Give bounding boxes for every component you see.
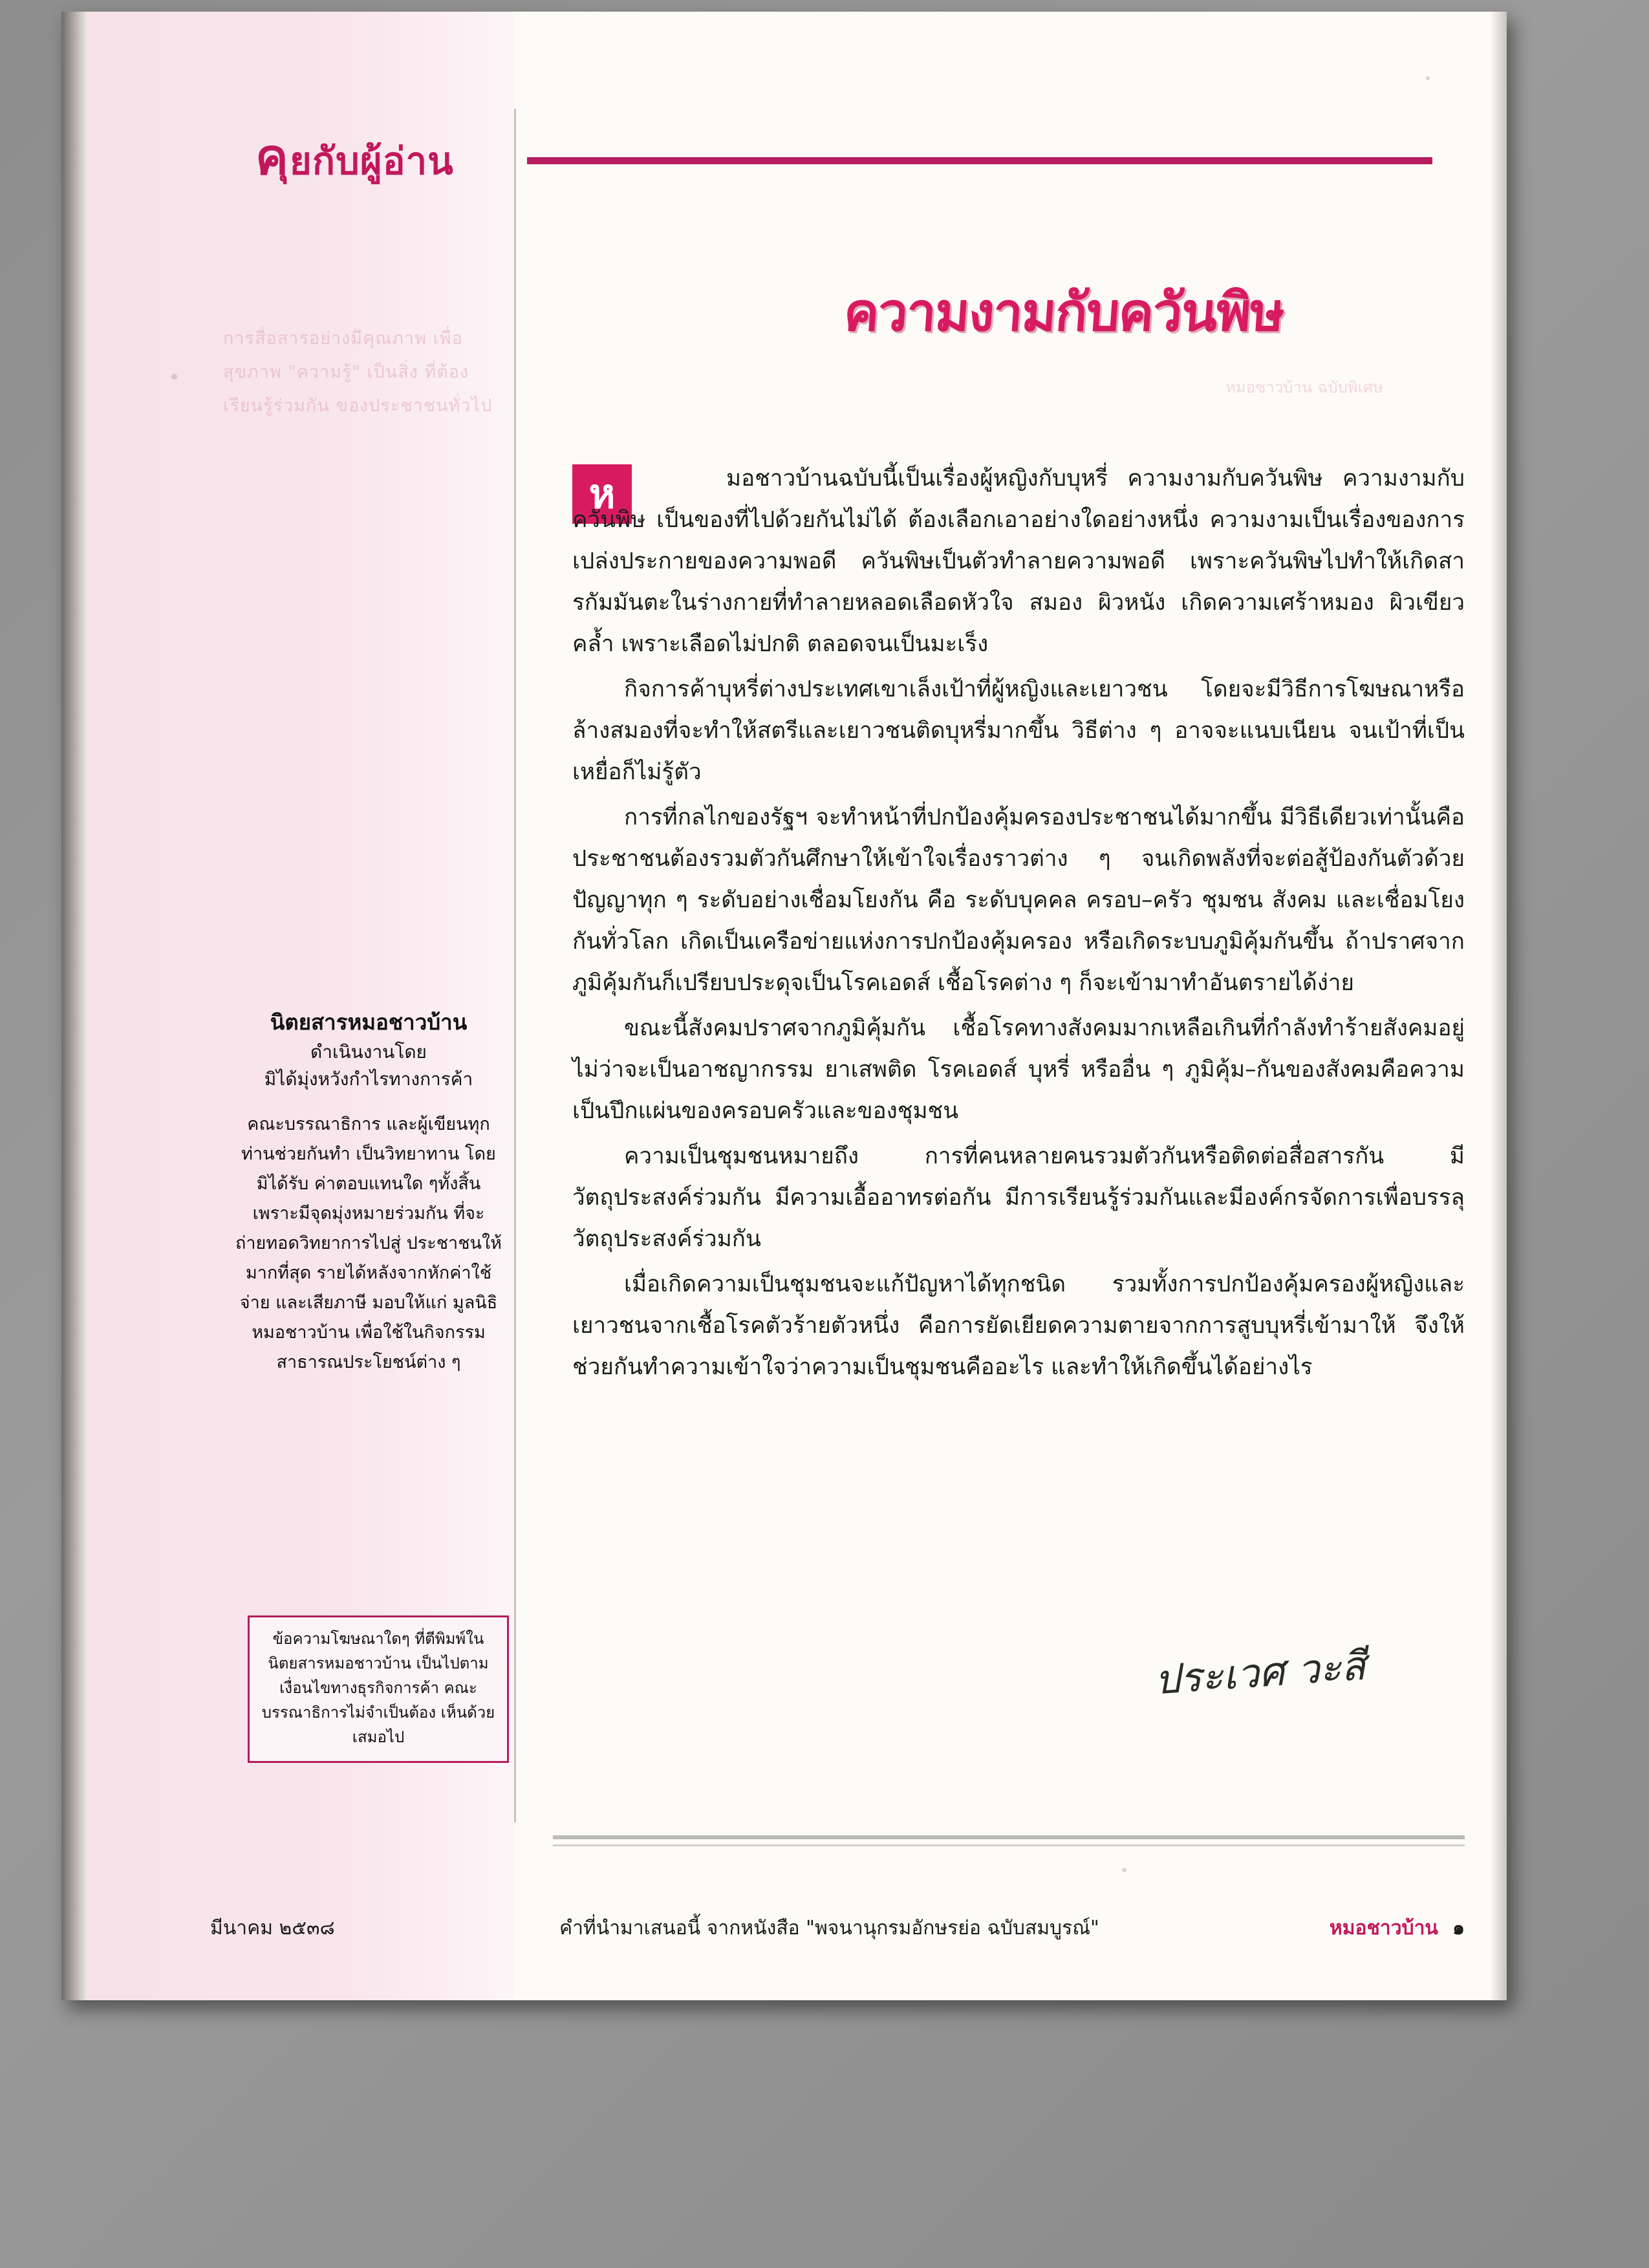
footer-magazine-name (1330, 1913, 1465, 1943)
author-signature: ประเวศ วะสี (1152, 1641, 1368, 1704)
article-title: ความงามกับควันพิษ (841, 282, 1286, 343)
footer-page-number: ๑ (1452, 1917, 1465, 1939)
article-paragraph (572, 1008, 1465, 1132)
article-body (572, 458, 1465, 1392)
colophon-line-2: มิได้มุ่งหวังกำไรทางการค้า (264, 1068, 473, 1090)
section-kicker-initial: ค (255, 128, 289, 186)
footer-magazine-label: หมอชาวบ้าน (1329, 1917, 1438, 1939)
paragraph-text: เมื่อเกิดความเป็นชุมชนจะแก้ปัญหาได้ทุกชนิด รวมทั้งการปกป้องคุ้มครองผู้หญิงและเยาวชนจากเชื้อโรคตัวร้ายตัวหนึ่ง คือการยัดเยียดความตายจากการสูบบุหรี่เข้ามาให้ จึงให้ช่วยกันทำความเข้าใจว่าความเป็นชุมชนคืออะไร และทำให้เกิดขึ้นได้อย่างไร (572, 1271, 1465, 1380)
advertising-notice-box: ข้อความโฆษณาใดๆ ที่ตีพิมพ์ในนิตยสารหมอชาวบ้าน เป็นไปตามเงื่อนไขทางธุรกิจการค้า คณะบรรณาธิการไม่จำเป็นต้อง เห็นด้วยเสมอไป (248, 1615, 509, 1763)
article-paragraph (572, 669, 1465, 793)
paragraph-text: กิจการค้าบุหรี่ต่างประเทศเขาเล็งเป้าที่ผู้หญิงและเยาวชน โดยจะมีวิธีการโฆษณาหรือล้างสมองที่จะทำให้สตรีและเยาวชนติดบุหรี่มากขึ้น วิธีต่าง ๆ อาจจะแนบเนียน จนเป้าที่เป็นเหยื่อก็ไม่รู้ตัว (572, 676, 1465, 785)
drop-cap: ห (572, 464, 632, 524)
footer-note: คำที่นำมาเสนอนี้ จากหนังสือ "พจนานุกรมอักษรย่อ ฉบับสมบูรณ์" (559, 1917, 1099, 1939)
page-right-edge (1490, 12, 1507, 2000)
article-paragraph (572, 1264, 1465, 1388)
scan-speck (1122, 1868, 1126, 1872)
magazine-page (61, 12, 1507, 2000)
paragraph-text: การที่กลไกของรัฐฯ จะทำหน้าที่ปกป้องคุ้มครองประชาชนได้มากขึ้น มีวิธีเดียวเท่านั้นคือประชาชนต้องรวมตัวกันศึกษาให้เข้าใจเรื่องราวต่าง ๆ จนเกิดพลังที่จะต่อสู้ป้องกันตัวด้วยปัญญาทุก ๆ ระดับอย่างเชื่อมโยงกัน คือ ระดับบุคคล ครอบ–ครัว ชุมชน สังคม และเชื่อมโยงกันทั่วโลก เกิดเป็นเครือข่ายแห่งการปกป้องคุ้มครอง หรือเกิดระบบภูมิคุ้มกันขึ้น ถ้าปราศจากภูมิคุ้มกันก็เปรียบประดุจเป็นโรคเอดส์ เชื้อโรคต่าง ๆ ก็จะเข้ามาทำอันตรายได้ง่าย (572, 805, 1465, 996)
page-header (255, 118, 1471, 189)
section-kicker (255, 118, 454, 196)
scan-speck (171, 374, 177, 380)
article-paragraph (572, 797, 1465, 1004)
scan-speck (1426, 76, 1430, 80)
article-paragraph (572, 458, 1465, 665)
ghost-showthrough-right: หมอชาวบ้าน ฉบับพิเศษ (1225, 378, 1383, 396)
footer-rule-thick (553, 1835, 1465, 1839)
footer-issue-date: มีนาคม ๒๕๓๘ (210, 1917, 335, 1939)
page-binding-edge (61, 12, 87, 2000)
column-divider (514, 109, 516, 1822)
page-footer (210, 1913, 1465, 1952)
section-kicker-rest: ุยกับผู้อ่าน (288, 139, 454, 183)
footer-rule-thin (553, 1844, 1465, 1846)
colophon-blurb: คณะบรรณาธิการ และผู้เขียนทุกท่านช่วยกันทำ เป็นวิทยาทาน โดยมิได้รับ ค่าตอบแทนใด ๆทั้งสิ้น เพราะมีจุดมุ่งหมายร่วมกัน ที่จะถ่ายทอดวิทยาการไปสู่ ประชาชนให้มากที่สุด รายได้หลังจากหักค่าใช้จ่าย และเสียภาษี มอบให้แก่ มูลนิธิหมอชาวบ้าน เพื่อใช้ในกิจกรรม สาธารณประโยชน์ต่าง ๆ (235, 1114, 502, 1372)
sidebar-colophon (233, 1008, 504, 1377)
paragraph-text: ความเป็นชุมชนหมายถึง การที่คนหลายคนรวมตัวกันหรือติดต่อสื่อสารกัน มีวัตถุประสงค์ร่วมกัน มีความเอื้ออาทรต่อกัน มีการเรียนรู้ร่วมกันและมีองค์กรจัดการเพื่อบรรลุวัตถุประสงค์ร่วมกัน (572, 1143, 1465, 1252)
paragraph-text: ขณะนี้สังคมปราศจากภูมิคุ้มกัน เชื้อโรคทางสังคมมากเหลือเกินที่กำลังทำร้ายสังคมอยู่ไม่ว่าจะเป็นอาชญากรรม ยาเสพติด โรคเอดส์ บุหรี่ หรืออื่น ๆ ภูมิคุ้ม–กันของสังคมคือความเป็นปึกแผ่นของครอบครัวและของชุมชน (572, 1015, 1465, 1124)
colophon-line-1: ดำเนินงานโดย (310, 1041, 427, 1063)
header-rule (527, 157, 1432, 164)
ghost-showthrough-left: การสื่อสารอย่างมีคุณภาพ เพื่อสุขภาพ "ความรู้" เป็นสิ่ง ที่ต้องเรียนรู้ร่วมกัน ของประชาชนทั่วไป (223, 329, 493, 416)
article-paragraph (572, 1136, 1465, 1260)
magazine-brand: นิตยสารหมอชาวบ้าน (270, 1010, 468, 1035)
paragraph-text: มอชาวบ้านฉบับนี้เป็นเรื่องผู้หญิงกับบุหรี่ ความงามกับควันพิษ ความงามกับควันพิษ เป็นของที่ไปด้วยกันไม่ได้ ต้องเลือกเอาอย่างใดอย่างหนึ่ง ความงามเป็นเรื่องของการเปล่งประกายของความพอดี ควันพิษเป็นตัวทำลายความพอดี เพราะควันพิษไปทำให้เกิดสารกัมมันตะในร่างกายที่ทำลายหลอดเลือดหัวใจ สมอง ผิวหนัง เกิดความเศร้าหมอง ผิวเขียวคล้ำ เพราะเลือดไม่ปกติ ตลอดจนเป็นมะเร็ง (572, 466, 1465, 657)
